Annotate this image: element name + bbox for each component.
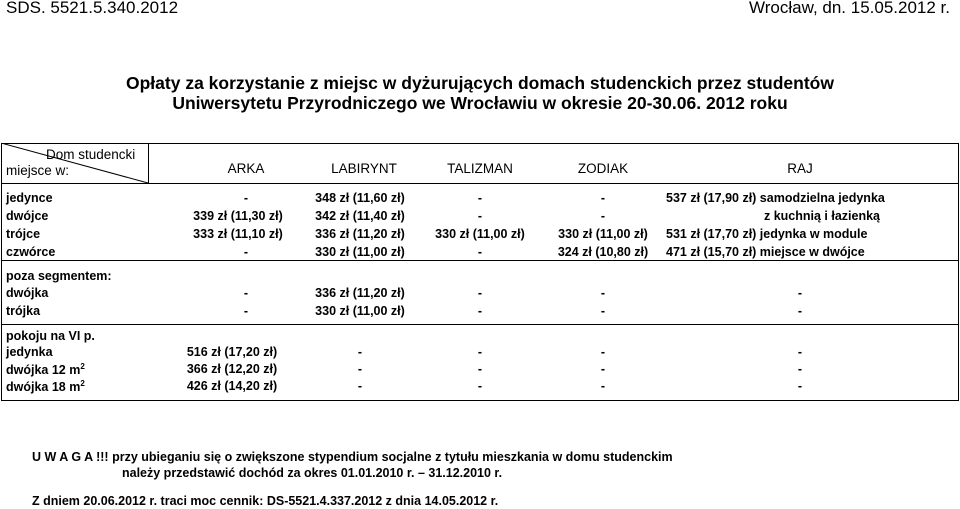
- cell-raj: -: [797, 304, 803, 318]
- cell-labirynt: 336 zł (11,20 zł): [315, 286, 405, 300]
- row-label: dwójka 12 $m^2$: [6, 362, 85, 377]
- cell-raj: z kuchnią i łazienką: [763, 209, 880, 223]
- row-label: jedynce: [6, 191, 53, 205]
- cell-labirynt: 330 zł (11,00 zł): [315, 304, 405, 318]
- cell-raj: -: [797, 345, 803, 359]
- section-divider-1: [1, 260, 958, 261]
- row-label: trójka: [6, 304, 41, 318]
- document-number: SDS. 5521.5.340.2012: [6, 0, 179, 17]
- cell-zodiak: 330 zł (11,00 zł): [558, 227, 648, 241]
- cell-talizman: -: [477, 209, 483, 223]
- cell-arka: 426 zł (14,20 zł): [186, 379, 278, 393]
- cell-zodiak: -: [600, 362, 606, 376]
- cell-labirynt: -: [357, 345, 363, 359]
- area-superscript: 2: [80, 362, 85, 371]
- scholarship-note-line-1: U W A G A !!! przy ubieganiu się o zwiększone stypendium socjalne z tytułu mieszkania w domu studenckim: [32, 450, 673, 464]
- cell-arka: -: [243, 191, 249, 205]
- corner-label-dorm: Dom studencki: [46, 147, 136, 162]
- row-label: trójce: [6, 227, 41, 241]
- title-line-2: Uniwersytetu Przyrodniczego we Wrocławiu w okresie 20-30.06. 2012 roku: [172, 93, 788, 113]
- section-heading-sixth-floor: pokoju na VI p.: [6, 329, 95, 343]
- cell-arka: -: [243, 245, 249, 259]
- cell-talizman: 330 zł (11,00 zł): [435, 227, 525, 241]
- cell-zodiak: -: [600, 345, 606, 359]
- title-line-1: Opłaty za korzystanie z miejsc w dyżurujących domach studenckich przez studentów: [126, 73, 834, 93]
- cell-raj: 531 zł (17,70 zł) jedynka w module: [666, 227, 868, 241]
- cell-labirynt: -: [357, 379, 363, 393]
- column-header-raj: RAJ: [787, 161, 813, 176]
- price-list-validity-note: Z dniem 20.06.2012 r. traci moc cennik: DS-5521.4.337.2012 z dnia 14.05.2012 r.: [32, 494, 499, 508]
- row-label: dwójce: [6, 209, 49, 223]
- cell-arka: 516 zł (17,20 zł): [186, 345, 278, 359]
- scholarship-note-line-2: należy przedstawić dochód za okres 01.01.2010 r. – 31.12.2010 r.: [122, 466, 503, 480]
- cell-raj: 471 zł (15,70 zł) miejsce w dwójce: [666, 245, 865, 259]
- area-superscript: 2: [80, 379, 85, 388]
- section-heading-outside-segment: poza segmentem:: [6, 269, 112, 283]
- cell-labirynt: 336 zł (11,20 zł): [315, 227, 405, 241]
- cell-talizman: -: [477, 304, 483, 318]
- column-header-labirynt: LABIRYNT: [331, 161, 397, 176]
- cell-zodiak: -: [600, 209, 606, 223]
- cell-talizman: -: [477, 362, 483, 376]
- cell-zodiak: -: [600, 286, 606, 300]
- cell-labirynt: -: [357, 362, 363, 376]
- cell-talizman: -: [477, 345, 483, 359]
- place-date: Wrocław, dn. 15.05.2012 r.: [749, 0, 950, 17]
- cell-arka: 339 zł (11,30 zł): [193, 209, 283, 223]
- cell-zodiak: -: [600, 191, 606, 205]
- column-header-arka: ARKA: [227, 161, 265, 176]
- corner-label-place: miejsce w:: [6, 163, 70, 178]
- column-header-zodiak: ZODIAK: [577, 161, 629, 176]
- cell-zodiak: -: [600, 304, 606, 318]
- cell-arka: 366 zł (12,20 zł): [186, 362, 278, 376]
- cell-raj: -: [797, 286, 803, 300]
- cell-labirynt: 348 zł (11,60 zł): [315, 191, 405, 205]
- cell-talizman: -: [477, 191, 483, 205]
- cell-talizman: -: [477, 379, 483, 393]
- cell-raj: -: [797, 379, 803, 393]
- cell-zodiak: -: [600, 379, 606, 393]
- cell-zodiak: 324 zł (10,80 zł): [557, 245, 649, 259]
- row-label: czwórce: [6, 245, 56, 259]
- section-divider-2: [1, 324, 958, 325]
- cell-raj: -: [797, 362, 803, 376]
- cell-arka: 333 zł (11,10 zł): [193, 227, 283, 241]
- table-right-border: [958, 143, 959, 401]
- cell-raj: 537 zł (17,90 zł) samodzielna jedynka: [666, 191, 885, 205]
- table-bottom-border: [1, 400, 958, 401]
- cell-labirynt: 330 zł (11,00 zł): [315, 245, 405, 259]
- cell-labirynt: 342 zł (11,40 zł): [315, 209, 405, 223]
- row-label: dwójka 18 $m^2$: [6, 379, 85, 394]
- row-label: jedynka: [6, 345, 53, 359]
- cell-arka: -: [243, 304, 249, 318]
- cell-talizman: -: [477, 286, 483, 300]
- column-header-talizman: TALIZMAN: [447, 161, 513, 176]
- row-label: dwójka: [6, 286, 49, 300]
- cell-talizman: -: [477, 245, 483, 259]
- cell-arka: -: [243, 286, 249, 300]
